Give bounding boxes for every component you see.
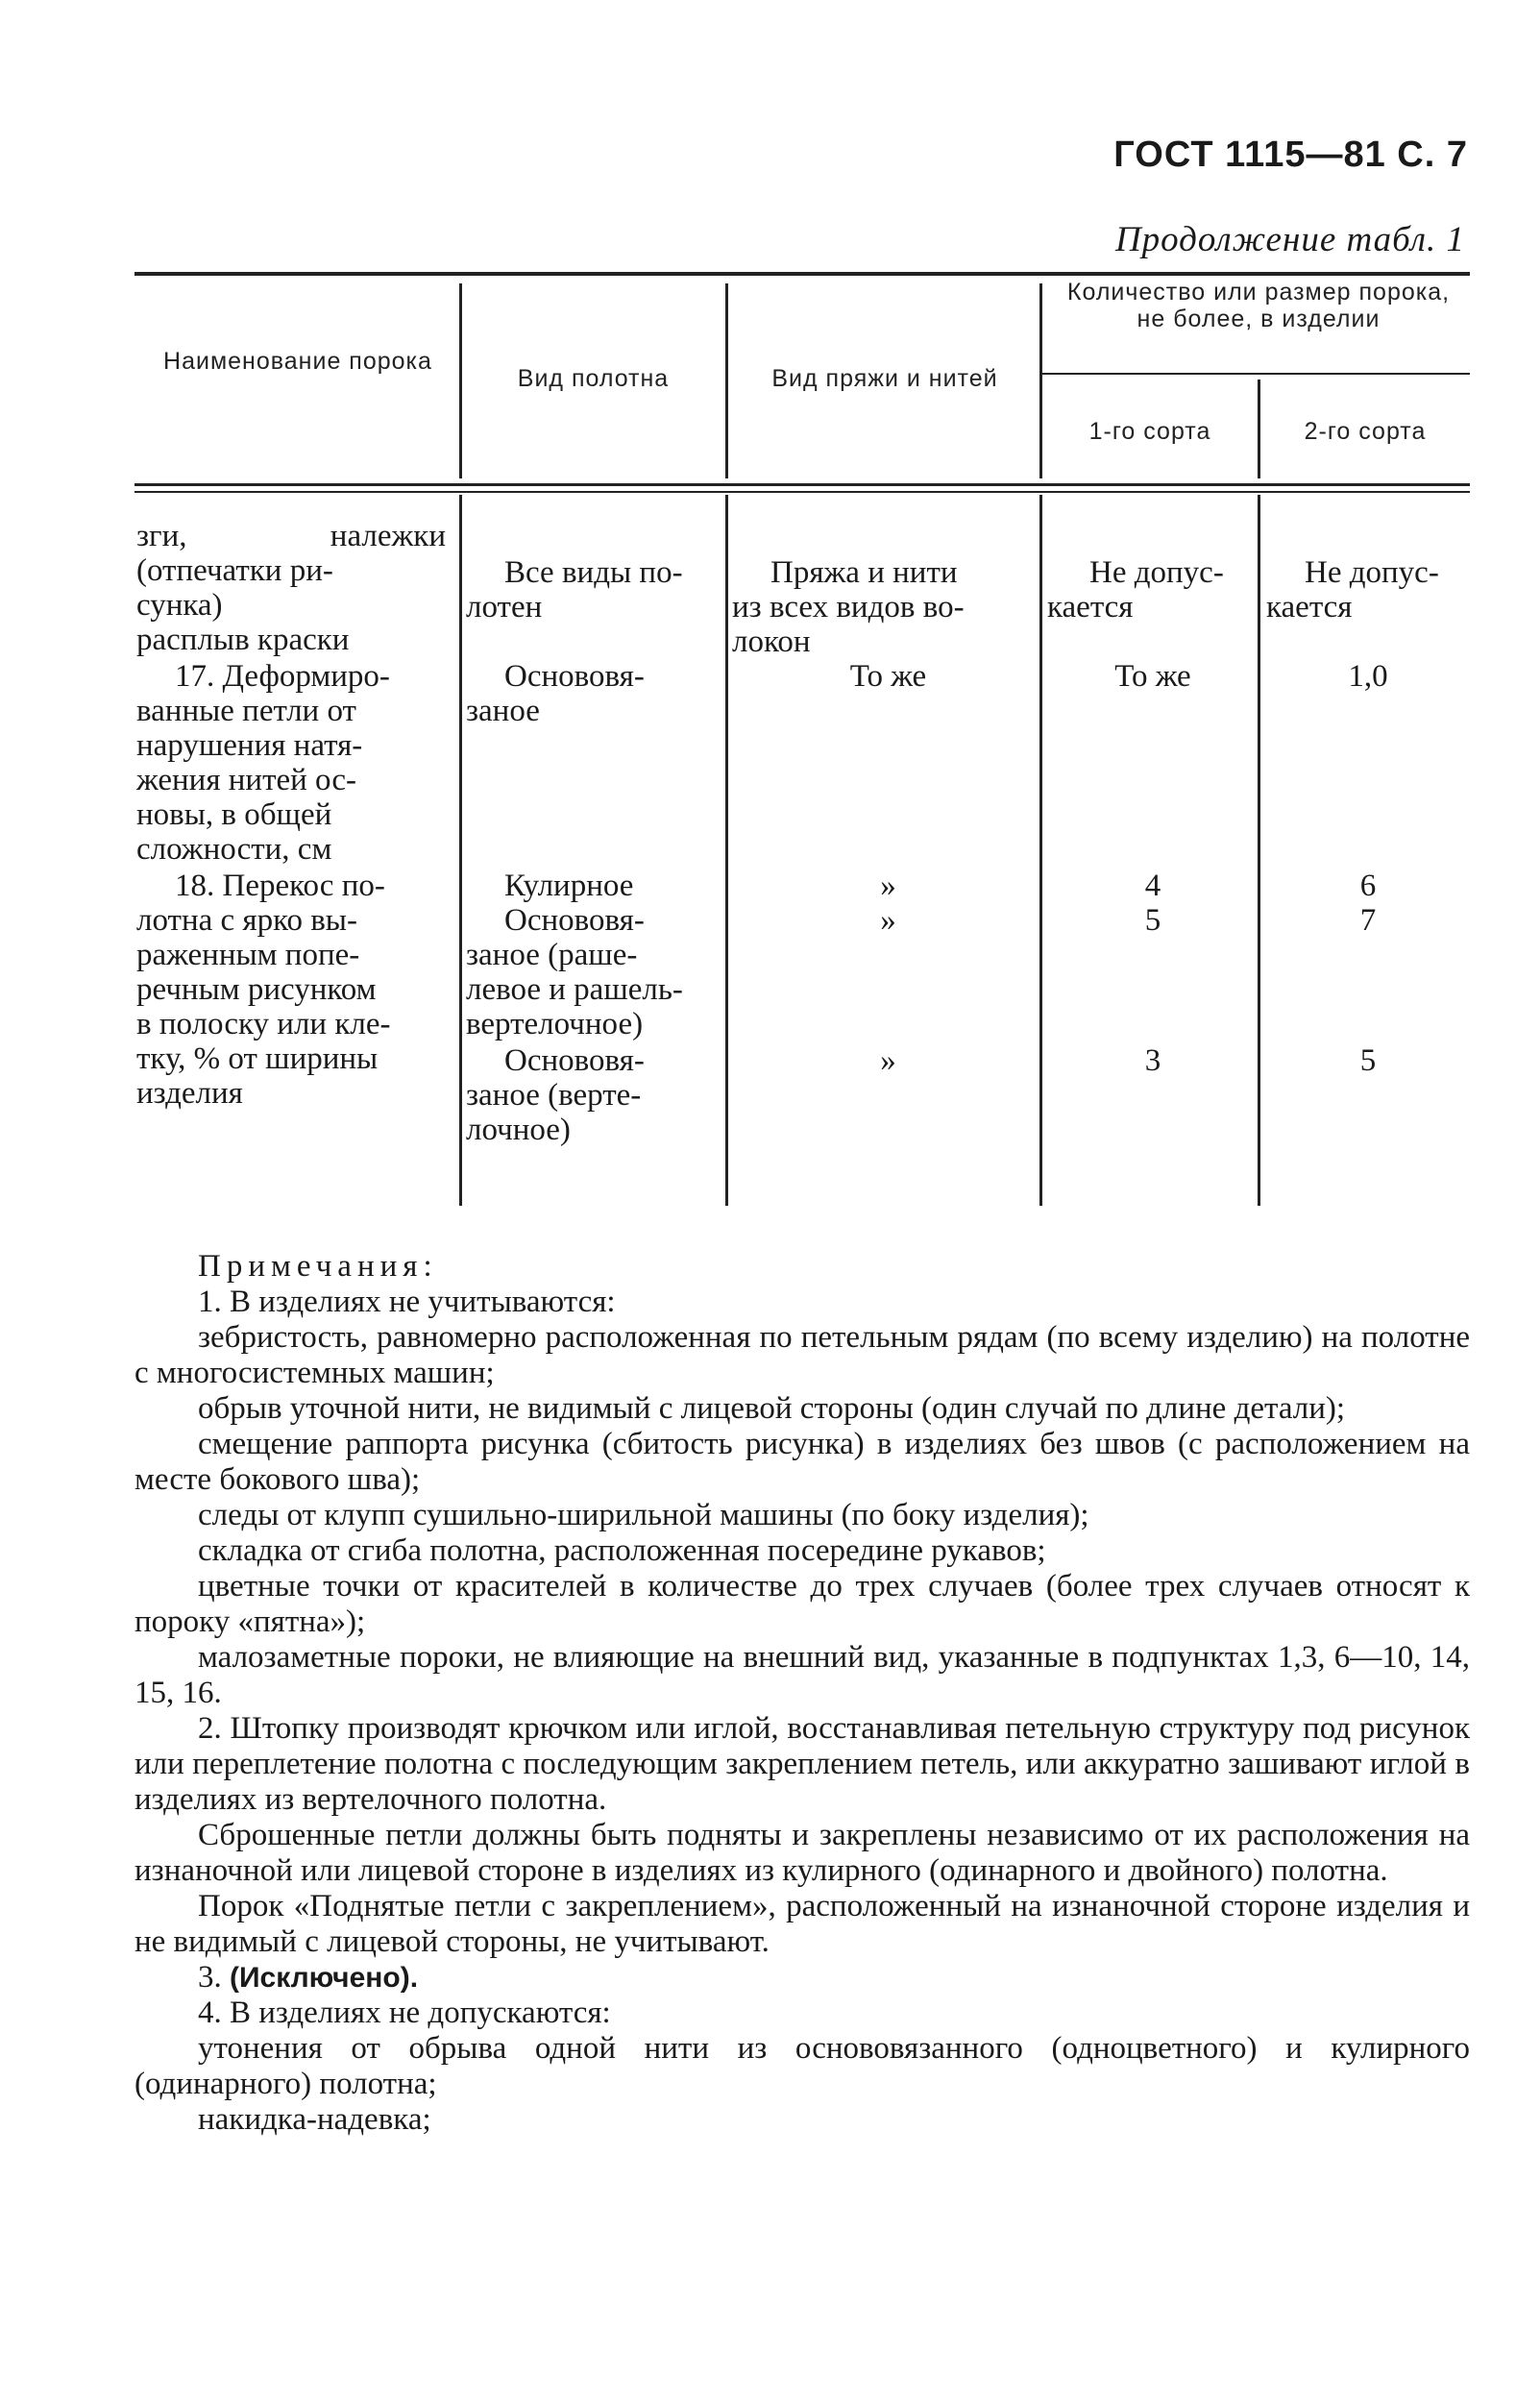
row1-fabric (466, 555, 725, 624)
note-1-item: смещение раппорта рисунка (сбитость рисунка) в изделиях без швов (с расположением на месте бокового шва); (134, 1427, 1470, 1497)
note-1-item: следы от клупп сушильно-ширильной машины (по боку изделия); (198, 1498, 1089, 1532)
text-line: в полоску или кле- (136, 1007, 391, 1041)
text-line: речным рисунком (136, 972, 377, 1007)
row2-yarn: То же (849, 659, 927, 694)
row2-fabric (466, 659, 725, 728)
row3a-grade2: 6 (1359, 869, 1377, 903)
row3a-grade1: 4 (1144, 869, 1161, 903)
text-line: ванные петли от (136, 694, 356, 728)
table-caption: Продолжение табл. 1 (1114, 220, 1465, 259)
row2-grade1: То же (1114, 659, 1191, 694)
text-line: Основовя- (504, 659, 645, 694)
row2-defect (136, 659, 446, 867)
note-1-item: малозаметные пороки, не влияющие на внешний вид, указанные в подпунктах 1,3, 6—10, 14, 15, 16. (134, 1640, 1470, 1710)
header-fabric-type: Вид полотна (517, 365, 670, 392)
note-2-paragraph: 2. Штопку производят крючком или иглой, восстанавливая петельную структуру под рисунок или переплетение полотна с последующим закреплением петель, или аккуратно зашивают иглой в изделиях из вертелочного полотна. (134, 1711, 1470, 1817)
text-line: вертелочное) (466, 1007, 644, 1041)
text-line: расплыв краски (136, 623, 350, 657)
text-line: зги, належки (136, 519, 446, 553)
text-line: Все виды по- (504, 555, 683, 590)
text-line: Не допус- (1089, 555, 1224, 590)
notes-section (134, 1249, 1470, 2138)
text-line: Пряжа и нити (770, 555, 958, 590)
row3a-yarn: » (880, 869, 896, 903)
header-defect-name: Наименование порока (163, 348, 432, 375)
text-line: заное (466, 694, 540, 728)
col-divider-1-body (459, 495, 462, 1206)
text-line: изделия (136, 1076, 243, 1111)
text-line: лочное) (466, 1113, 571, 1147)
row3b-grade1: 5 (1144, 903, 1161, 938)
row3b-grade2: 7 (1359, 903, 1377, 938)
text-line: новы, в общей (136, 797, 332, 832)
header-yarn-type: Вид пряжи и нитей (771, 365, 998, 392)
note-1-heading: 1. В изделиях не учитываются: (198, 1285, 616, 1319)
row3b-yarn: » (880, 903, 896, 938)
note-1-item: зебристость, равномерно расположенная по петельным рядам (по всему изделию) на полотне с многосистемных машин; (134, 1320, 1470, 1390)
quantity-subheader-rule (1042, 373, 1470, 375)
text-line: лотен (466, 590, 543, 624)
note-3-text: (Исключено). (230, 1962, 419, 1994)
text-line: сложности, см (136, 832, 332, 867)
note-4-item: утонения от обрыва одной нити из основовязанного (одноцветного) и кулирного (одинарного) полотна; (134, 2031, 1470, 2101)
text-line: тку, % от ширины (136, 1041, 379, 1076)
row1-defect (136, 519, 446, 657)
note-1-item: складка от сгиба полотна, расположенная посередине рукавов; (198, 1533, 1046, 1568)
text-line: Кулирное (504, 869, 634, 903)
header-quantity: Количество или размер порока, не более, в изделии (1066, 279, 1451, 332)
text-line: заное (верте- (466, 1078, 642, 1113)
text-line: 17. Деформиро- (175, 659, 390, 694)
row2-grade2: 1,0 (1348, 659, 1388, 694)
col-divider-1 (459, 283, 462, 478)
col-divider-2 (725, 283, 728, 478)
row1-grade2 (1266, 555, 1470, 624)
note-1-item: цветные точки от красителей в количестве до трех случаев (более трех случаев относят к пороку «пятна»); (134, 1569, 1470, 1639)
text-line: левое и рашель- (466, 972, 683, 1007)
text-line: сунка) (136, 588, 223, 623)
note-3-number: 3. (198, 1960, 222, 1995)
table-header-bottom-rule-2 (134, 491, 1470, 493)
note-4-heading: 4. В изделиях не допускаются: (198, 1996, 611, 2030)
text-line: (отпечатки ри- (136, 553, 333, 588)
text-line: Основовя- (504, 1043, 645, 1078)
text-line: 18. Перекос по- (175, 869, 385, 903)
text-line: раженным попе- (136, 938, 360, 972)
text-line: заное (раше- (466, 938, 638, 972)
row3c-yarn: » (880, 1043, 896, 1078)
page-header: ГОСТ 1115—81 С. 7 (1113, 135, 1468, 175)
row1-yarn (732, 555, 1044, 659)
text-line: Основовя- (504, 903, 645, 938)
row1-grade1 (1047, 555, 1259, 624)
table-header-bottom-rule (134, 483, 1470, 486)
row3c-grade2: 5 (1359, 1043, 1377, 1078)
col-divider-4 (1258, 380, 1260, 478)
note-1-item: обрыв уточной нити, не видимый с лицевой стороны (один случай по длине детали); (198, 1391, 1346, 1426)
row3-defect (136, 869, 446, 1111)
text-line: локон (732, 624, 811, 659)
text-line: Не допус- (1305, 555, 1439, 590)
text-line: лотна с ярко вы- (136, 903, 357, 938)
header-grade-1: 1-го сорта (1088, 418, 1211, 445)
text-line: кается (1047, 590, 1134, 624)
text-line: нарушения натя- (136, 728, 363, 763)
row3c-grade1: 3 (1144, 1043, 1161, 1078)
col-divider-2-body (725, 495, 728, 1206)
row3b-fabric (466, 903, 725, 1041)
row3a-fabric (466, 869, 725, 903)
text-line: кается (1266, 590, 1353, 624)
header-grade-2: 2-го сорта (1304, 418, 1427, 445)
note-2-paragraph: Порок «Поднятые петли с закреплением», расположенный на изнаночной стороне изделия и не видимый с лицевой стороны, не учитывают. (134, 1889, 1470, 1959)
text-line: жения нитей ос- (136, 763, 357, 797)
note-2-paragraph: Сброшенные петли должны быть подняты и закреплены независимо от их расположения на изнаночной или лицевой стороне в изделиях из кулирного (одинарного и двойного) полотна. (134, 1818, 1470, 1888)
table-top-rule (134, 272, 1470, 276)
note-4-item: накидка-надевка; (198, 2102, 431, 2137)
notes-title: Примечания: (198, 1249, 438, 1284)
text-line: из всех видов во- (732, 590, 965, 624)
note-3 (134, 1960, 1470, 1996)
col-divider-3 (1039, 283, 1042, 478)
row3c-fabric (466, 1043, 725, 1147)
